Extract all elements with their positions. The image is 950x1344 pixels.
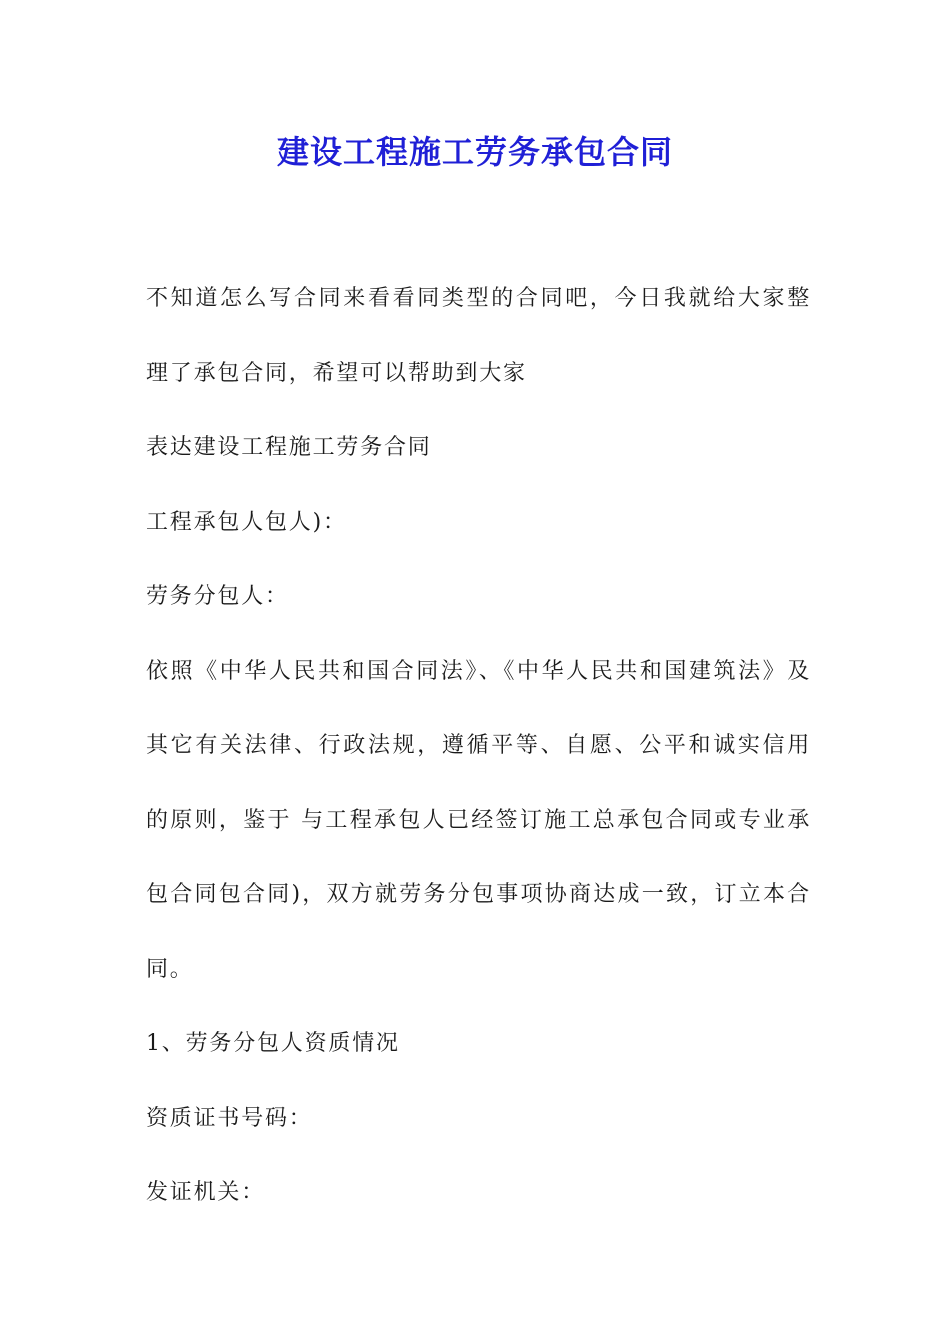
certificate-number-field: 资质证书号码： <box>146 1105 313 1131</box>
contractor-field: 工程承包人包人)： <box>146 509 347 535</box>
intro-paragraph: 不知道怎么写合同来看看同类型的合同吧，今日我就给大家整理了承包合同，希望可以帮助到大家 <box>146 286 811 386</box>
section-1-heading: 1、劳务分包人资质情况 <box>146 1031 400 1056</box>
legal-basis-paragraph: 依照《中华人民共和国合同法》、《中华人民共和国建筑法》及其它有关法律、行政法规，遵循平等、自愿、公平和诚实信用的原则，鉴于 与工程承包人已经签订施工总承包合同或专业承包合同包合同)，双方就劳务分包事项协商达成一致，订立本合同。 <box>146 658 811 982</box>
subcontractor-field: 劳务分包人： <box>146 584 289 609</box>
contract-heading-line: 表达建设工程施工劳务合同 <box>146 435 432 460</box>
document-title: 建设工程施工劳务承包合同 <box>276 133 673 171</box>
document-body <box>146 262 811 1231</box>
issuing-authority-field: 发证机关： <box>146 1180 266 1205</box>
